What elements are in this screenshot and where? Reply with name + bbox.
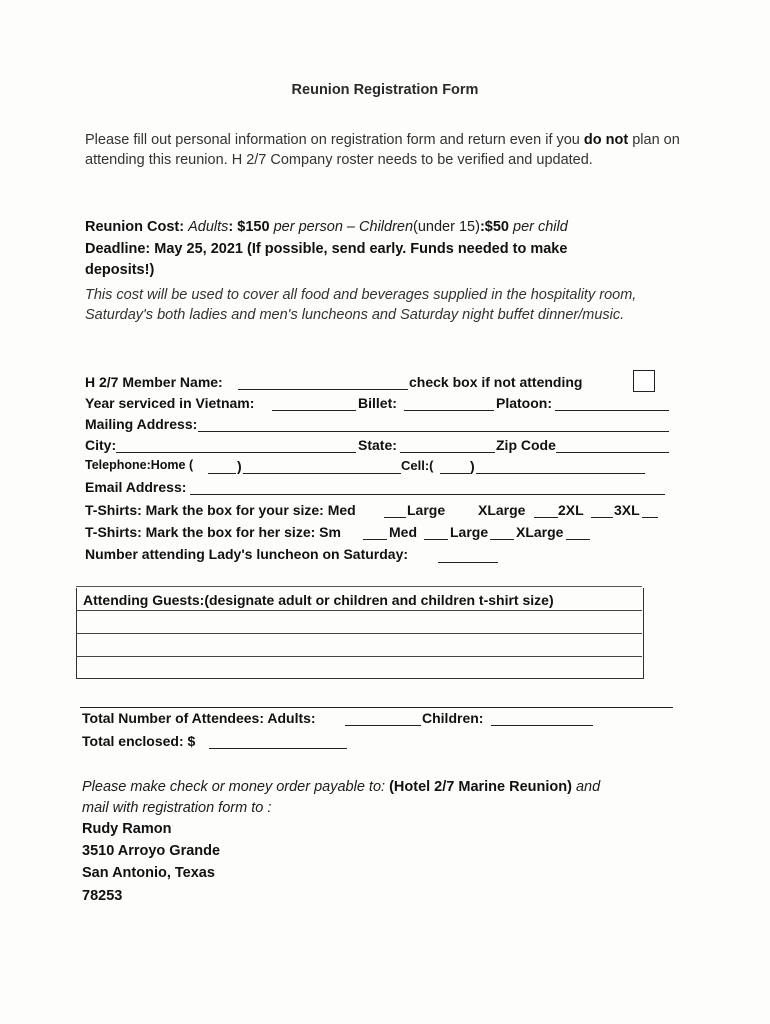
his-2xl-box[interactable] (591, 517, 613, 518)
address-street: 3510 Arroyo Grande (82, 843, 221, 859)
her-sm-box[interactable] (363, 539, 387, 540)
intro-not: not (605, 132, 629, 148)
total-attendees-label: Total Number of Attendees: Adults: (82, 710, 316, 726)
billet-field[interactable] (404, 410, 494, 411)
cost-children-age: (under 15) (413, 219, 480, 235)
her-med-label: Med (389, 524, 417, 540)
cost-children: Children (359, 219, 414, 235)
ladies-luncheon-field[interactable] (438, 562, 498, 563)
cell-close: ) (470, 458, 475, 474)
total-adults-field[interactable] (345, 725, 421, 726)
billet-label: Billet: (358, 395, 397, 411)
email-label: Email Address: (85, 479, 187, 495)
platoon-label: Platoon: (496, 395, 552, 411)
cell-number-field[interactable] (476, 473, 645, 474)
tshirt-his-label: T-Shirts: Mark the box for your size: Med (85, 502, 356, 518)
state-field[interactable] (400, 452, 495, 453)
cost-note: This cost will be used to cover all food and beverages supplied in the hospitality room, Saturday's both ladies and men's luncheons and Saturday night buffet dinner/music. (85, 287, 637, 323)
his-3xl-label: 3XL (614, 502, 640, 518)
total-children-field[interactable] (491, 725, 593, 726)
telephone-area-field[interactable] (208, 473, 236, 474)
his-xlarge-box[interactable] (534, 517, 558, 518)
year-serviced-field[interactable] (272, 410, 356, 411)
cost-label: Reunion Cost: (85, 219, 189, 235)
intro-do: do (583, 132, 602, 148)
form-title: Reunion Registration Form (291, 82, 479, 98)
total-children-label: Children: (422, 710, 484, 726)
mailing-address-field[interactable] (198, 431, 669, 432)
her-large-label: Large (450, 524, 489, 540)
address-zip: 78253 (82, 888, 123, 904)
intro-text-2: plan on attending this reunion. H 2/7 Company roster needs to be verified and updated. (85, 132, 680, 168)
her-xlarge-label: XLarge (516, 524, 564, 540)
payment-text-a: Please make check or money order payable to: (82, 779, 390, 795)
his-3xl-box[interactable] (642, 517, 658, 518)
reunion-cost-line (85, 219, 568, 235)
her-xlarge-box[interactable] (566, 539, 590, 540)
ladies-luncheon-label: Number attending Lady's luncheon on Saturday: (85, 546, 409, 562)
total-enclosed-label: Total enclosed: $ (82, 733, 196, 749)
deadline-line-1: Deadline: May 25, 2021 (If possible, send early. Funds needed to make (85, 241, 568, 257)
member-name-field[interactable] (238, 389, 408, 390)
state-label: State: (358, 437, 397, 453)
total-enclosed-field[interactable] (209, 748, 347, 749)
guest-row-2[interactable] (76, 633, 642, 634)
address-name: Rudy Ramon (82, 821, 172, 837)
email-field[interactable] (190, 494, 665, 495)
cost-adults-amount: : $150 (228, 219, 274, 235)
guest-row-1[interactable] (76, 610, 642, 611)
city-label: City: (85, 437, 117, 453)
payment-text-c: and (571, 779, 601, 795)
his-large-label: Large (407, 502, 446, 518)
her-med-box[interactable] (424, 539, 448, 540)
address-city: San Antonio, Texas (82, 865, 215, 881)
cost-per-child: per child (513, 219, 568, 235)
zip-field[interactable] (556, 452, 669, 453)
not-attending-label: check box if not attending (409, 374, 583, 390)
telephone-label: Telephone:Home ( (85, 458, 194, 472)
guests-top-border (76, 586, 642, 587)
guests-label: Attending Guests:(designate adult or children and children t-shirt size) (83, 592, 554, 608)
separator-line (80, 707, 673, 708)
cost-children-amount: :$50 (479, 219, 513, 235)
year-serviced-label: Year serviced in Vietnam: (85, 395, 255, 411)
her-large-box[interactable] (490, 539, 514, 540)
telephone-home-field[interactable] (243, 473, 401, 474)
payment-line-2: mail with registration form to : (82, 800, 272, 816)
guest-row-3[interactable] (76, 656, 642, 657)
platoon-field[interactable] (555, 410, 669, 411)
payment-line-1 (82, 779, 600, 795)
tshirt-hers-label: T-Shirts: Mark the box for her size: Sm (85, 524, 341, 540)
his-med-box[interactable] (384, 517, 406, 518)
his-2xl-label: 2XL (558, 502, 584, 518)
intro-paragraph (85, 130, 685, 170)
mailing-address-label: Mailing Address: (85, 416, 198, 432)
telephone-close: ) (237, 458, 242, 474)
cell-label: Cell:( (401, 458, 434, 473)
city-field[interactable] (116, 452, 356, 453)
deadline-line-2: deposits!) (85, 262, 155, 278)
cost-dash: – (342, 219, 360, 235)
intro-text-1: Please fill out personal information on registration form and return even if you (85, 132, 584, 148)
not-attending-checkbox[interactable] (633, 370, 655, 392)
zip-label: Zip Code (496, 437, 556, 453)
cost-adults: Adults (188, 219, 229, 235)
cost-per-person: per person (273, 219, 343, 235)
his-xlarge-label: XLarge (478, 502, 526, 518)
cell-area-field[interactable] (440, 473, 470, 474)
payment-payee: (Hotel 2/7 Marine Reunion) (389, 779, 572, 795)
member-name-label: H 2/7 Member Name: (85, 374, 223, 390)
